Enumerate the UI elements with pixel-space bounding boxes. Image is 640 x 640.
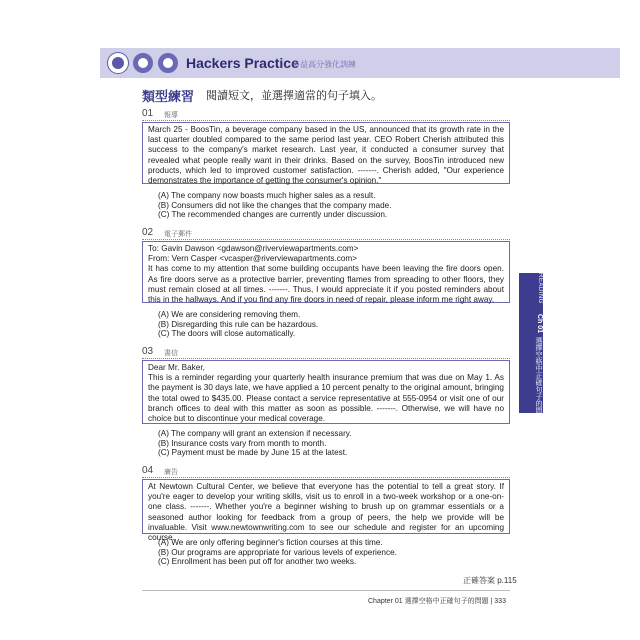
option-b: (B) Disregarding this rule can be hazardous. [158,319,319,329]
option-c: (C) The recommended changes are currently under discussion. [158,210,388,220]
question-number: 04 [142,465,154,476]
question-type: 廣告 [164,469,178,476]
options-list [158,310,318,339]
option-a: (A) We are only offering beginner's fiction courses at this time. [158,538,383,547]
option-b: (B) Consumers did not like the changes that the company made. [158,200,392,210]
passage-text: At Newtown Cultural Center, we believe that everyone has the potential to tell a great story. If you're eager to develop your writing skills, visit us to enroll in a two-week workshop or a one-on-one class. -------. Whether you're a beginner wishing to brush up on grammar essentials or a seasoned author looking for feedback from a group of peers, the help we provide will be invaluable. Visit www.newtownwriting.com to see our schedule and register for an upcoming course. [148,482,504,543]
option-a: (A) The company will grant an extension if necessary. [158,429,352,438]
passage-box [142,241,510,303]
options-list [158,429,352,458]
passage-text: March 25 - BoosTin, a beverage company based in the US, announced that its growth rate in the last quarter doubled compared to the same period last year. CEO Robert Cherish attributed this success to the company's market research. Last year, it conducted a consumer survey that revealed what people really want in their drinks. Based on the survey, BoosTin introduced new products, which led to improved customer satisfaction. -------. Cherish added, "Our experience demonstrates the importance of getting the consumer's opinion." [148,125,504,186]
section-instruction: 閱讀短文，並選擇適當的句子填入。 [206,90,382,102]
email-to: To: Gavin Dawson <gdawson@riverviewapartments.com> [148,244,359,253]
passage-text: This is a reminder regarding your quarterly health insurance premium that was due on May 1. As the payment is 30 days late, we have applied a 10 percent penalty to the original amount, bringing the total owed to $435.00. Please contact a service representative at 555-0954 or visit one of our branch offices to deal with this matter as soon as possible. -------. Otherwise, we will have no choice but to discontinue your medical coverage. [148,373,504,424]
question-type: 報導 [164,112,178,119]
option-a: (A) We are considering removing them. [158,310,301,319]
question-number: 01 [142,108,154,119]
letter-salutation: Dear Mr. Baker, [148,363,205,372]
section-title: 類型練習 [142,89,195,104]
option-c: (C) The doors will close automatically. [158,329,296,339]
side-tab-label: READING [537,273,543,304]
option-b: (B) Our programs are appropriate for various levels of experience. [158,547,397,557]
option-a: (A) The company now boasts much higher sales as a result. [158,191,376,200]
option-c: (C) Enrollment has been put off for another two weeks. [158,557,357,567]
circle-icon-filled [108,53,128,73]
question-number: 02 [142,227,154,238]
passage-text: It has come to my attention that some building occupants have been leaving the fire doors open. As fire doors serve as a protective barrier, preventing flames from spreading to other floors, they must remain closed at all times. -------. Thus, I would appreciate it if you posted reminders about this in the hallways. And if you find any fire doors in need of repair, please inform me right away. [148,264,504,305]
email-from: From: Vern Casper <vcasper@riverviewapartments.com> [148,254,357,264]
circle-icon-outline [133,53,153,73]
option-b: (B) Insurance costs vary from month to month. [158,438,327,448]
side-tab-chapter: Ch 01 [536,313,543,333]
question-type: 書信 [164,350,178,357]
dotted-divider [142,358,510,359]
footer-divider [142,590,510,591]
question-number: 03 [142,346,154,357]
options-list [158,191,391,220]
dotted-divider [142,120,510,121]
header-title: Hackers Practice [186,55,299,71]
options-list [158,538,397,567]
side-tab-title: 選擇空格中正確句子的問題 [535,336,542,421]
passage-box [142,122,510,184]
answer-reference: 正確答案 p.115 [463,576,517,585]
circle-icon-outline-2 [158,53,178,73]
question-type: 電子郵件 [164,231,192,238]
header-band [100,48,620,78]
option-c: (C) Payment must be made by June 15 at the latest. [158,448,348,458]
side-tab-text [519,273,543,421]
dotted-divider [142,239,510,240]
dotted-divider [142,477,510,478]
passage-box [142,360,510,424]
page-footer: Chapter 01 選擇空格中正確句子的問題 | 333 [368,598,506,605]
header-subtitle: 多益高分強化訓練 [292,60,356,69]
